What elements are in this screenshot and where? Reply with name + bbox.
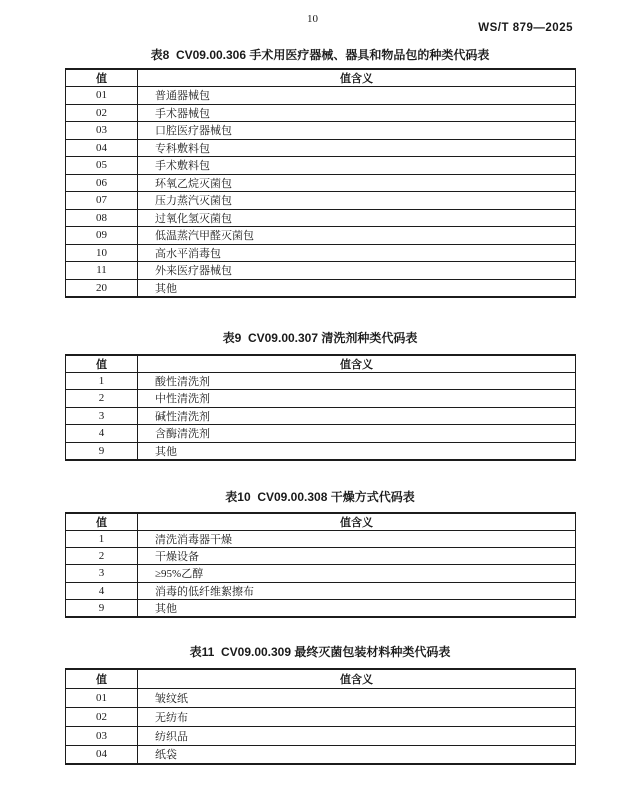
code-value-cell: 01 bbox=[66, 688, 138, 707]
table-11-section bbox=[65, 645, 575, 765]
table-row bbox=[66, 407, 576, 425]
code-value-cell: 03 bbox=[66, 122, 138, 140]
table-row bbox=[66, 279, 576, 297]
code-value-cell: 04 bbox=[66, 745, 138, 764]
table-row bbox=[66, 192, 576, 210]
code-value-cell: 3 bbox=[66, 565, 138, 582]
table-row bbox=[66, 372, 576, 390]
table-9 bbox=[65, 354, 576, 461]
table-10 bbox=[65, 512, 576, 619]
column-header-meaning: 值含义 bbox=[138, 669, 576, 688]
code-meaning-cell: 无纺布 bbox=[138, 707, 576, 726]
code-meaning-cell: 手术器械包 bbox=[138, 104, 576, 122]
table-row bbox=[66, 157, 576, 175]
code-meaning-cell: 普通器械包 bbox=[138, 87, 576, 105]
code-value-cell: 4 bbox=[66, 425, 138, 443]
code-meaning-cell: 压力蒸汽灭菌包 bbox=[138, 192, 576, 210]
column-header-value: 值 bbox=[66, 69, 138, 87]
code-value-cell: 10 bbox=[66, 244, 138, 262]
code-value-cell: 4 bbox=[66, 582, 138, 599]
code-value-cell: 06 bbox=[66, 174, 138, 192]
table-10-section bbox=[65, 490, 575, 619]
table-row bbox=[66, 600, 576, 618]
code-meaning-cell: 酸性清洗剂 bbox=[138, 372, 576, 390]
table-row bbox=[66, 425, 576, 443]
code-meaning-cell: 纸袋 bbox=[138, 745, 576, 764]
code-value-cell: 9 bbox=[66, 600, 138, 618]
code-meaning-cell: 过氧化氢灭菌包 bbox=[138, 209, 576, 227]
code-meaning-cell: 低温蒸汽甲醛灭菌包 bbox=[138, 227, 576, 245]
code-value-cell: 1 bbox=[66, 372, 138, 390]
table-row bbox=[66, 174, 576, 192]
column-header-meaning: 值含义 bbox=[138, 513, 576, 531]
table-9-section bbox=[65, 331, 575, 461]
code-value-cell: 1 bbox=[66, 530, 138, 547]
code-meaning-cell: 清洗消毒器干燥 bbox=[138, 530, 576, 547]
table-row bbox=[66, 390, 576, 408]
code-meaning-cell: 专科敷料包 bbox=[138, 139, 576, 157]
code-value-cell: 02 bbox=[66, 104, 138, 122]
table-8-title: 表8 CV09.00.306 手术用医疗器械、器具和物品包的种类代码表 bbox=[150, 48, 490, 62]
code-meaning-cell: 消毒的低纤维絮擦布 bbox=[138, 582, 576, 599]
table-row bbox=[66, 122, 576, 140]
table-row bbox=[66, 139, 576, 157]
code-value-cell: 04 bbox=[66, 139, 138, 157]
code-value-cell: 07 bbox=[66, 192, 138, 210]
column-header-value: 值 bbox=[66, 669, 138, 688]
code-value-cell: 09 bbox=[66, 227, 138, 245]
code-meaning-cell: 高水平消毒包 bbox=[138, 244, 576, 262]
code-meaning-cell: ≥95%乙醇 bbox=[138, 565, 576, 582]
code-meaning-cell: 其他 bbox=[138, 279, 576, 297]
table-10-title: 表10 CV09.00.308 干燥方式代码表 bbox=[225, 489, 415, 504]
code-value-cell: 11 bbox=[66, 262, 138, 280]
code-value-cell: 01 bbox=[66, 87, 138, 105]
table-header-row bbox=[66, 513, 576, 531]
code-meaning-cell: 干燥设备 bbox=[138, 547, 576, 564]
table-row bbox=[66, 442, 576, 460]
code-value-cell: 20 bbox=[66, 279, 138, 297]
table-row bbox=[66, 707, 576, 726]
code-meaning-cell: 口腔医疗器械包 bbox=[138, 122, 576, 140]
code-value-cell: 2 bbox=[66, 547, 138, 564]
code-meaning-cell: 环氧乙烷灭菌包 bbox=[138, 174, 576, 192]
code-meaning-cell: 皱纹纸 bbox=[138, 688, 576, 707]
table-9-title: 表9 CV09.00.307 清洗剂种类代码表 bbox=[222, 330, 418, 345]
code-meaning-cell: 外来医疗器械包 bbox=[138, 262, 576, 280]
code-value-cell: 02 bbox=[66, 707, 138, 726]
table-8-section bbox=[65, 48, 575, 298]
table-8 bbox=[65, 68, 576, 298]
table-header-row bbox=[66, 669, 576, 688]
table-row bbox=[66, 530, 576, 547]
column-header-value: 值 bbox=[66, 355, 138, 373]
table-row bbox=[66, 688, 576, 707]
code-value-cell: 03 bbox=[66, 726, 138, 745]
code-meaning-cell: 纺织品 bbox=[138, 726, 576, 745]
table-11-title: 表11 CV09.00.309 最终灭菌包装材料种类代码表 bbox=[189, 645, 451, 660]
table-row bbox=[66, 244, 576, 262]
code-meaning-cell: 其他 bbox=[138, 600, 576, 618]
table-11 bbox=[65, 668, 576, 765]
table-row bbox=[66, 565, 576, 582]
column-header-value: 值 bbox=[66, 513, 138, 531]
table-row bbox=[66, 227, 576, 245]
table-row bbox=[66, 547, 576, 564]
code-value-cell: 2 bbox=[66, 390, 138, 408]
code-meaning-cell: 手术敷料包 bbox=[138, 157, 576, 175]
code-meaning-cell: 碱性清洗剂 bbox=[138, 407, 576, 425]
code-meaning-cell: 其他 bbox=[138, 442, 576, 460]
table-header-row bbox=[66, 69, 576, 87]
code-meaning-cell: 中性清洗剂 bbox=[138, 390, 576, 408]
standard-number-header: WS/T 879—2025 bbox=[478, 22, 573, 34]
code-meaning-cell: 含酶清洗剂 bbox=[138, 425, 576, 443]
table-row bbox=[66, 726, 576, 745]
table-row bbox=[66, 209, 576, 227]
table-header-row bbox=[66, 355, 576, 373]
page-number: 10 bbox=[307, 13, 318, 25]
tables-container bbox=[65, 0, 575, 765]
column-header-meaning: 值含义 bbox=[138, 69, 576, 87]
column-header-meaning: 值含义 bbox=[138, 355, 576, 373]
code-value-cell: 9 bbox=[66, 442, 138, 460]
table-row bbox=[66, 582, 576, 599]
code-value-cell: 05 bbox=[66, 157, 138, 175]
table-row bbox=[66, 87, 576, 105]
code-value-cell: 08 bbox=[66, 209, 138, 227]
table-row bbox=[66, 262, 576, 280]
table-row bbox=[66, 104, 576, 122]
code-value-cell: 3 bbox=[66, 407, 138, 425]
table-row bbox=[66, 745, 576, 764]
